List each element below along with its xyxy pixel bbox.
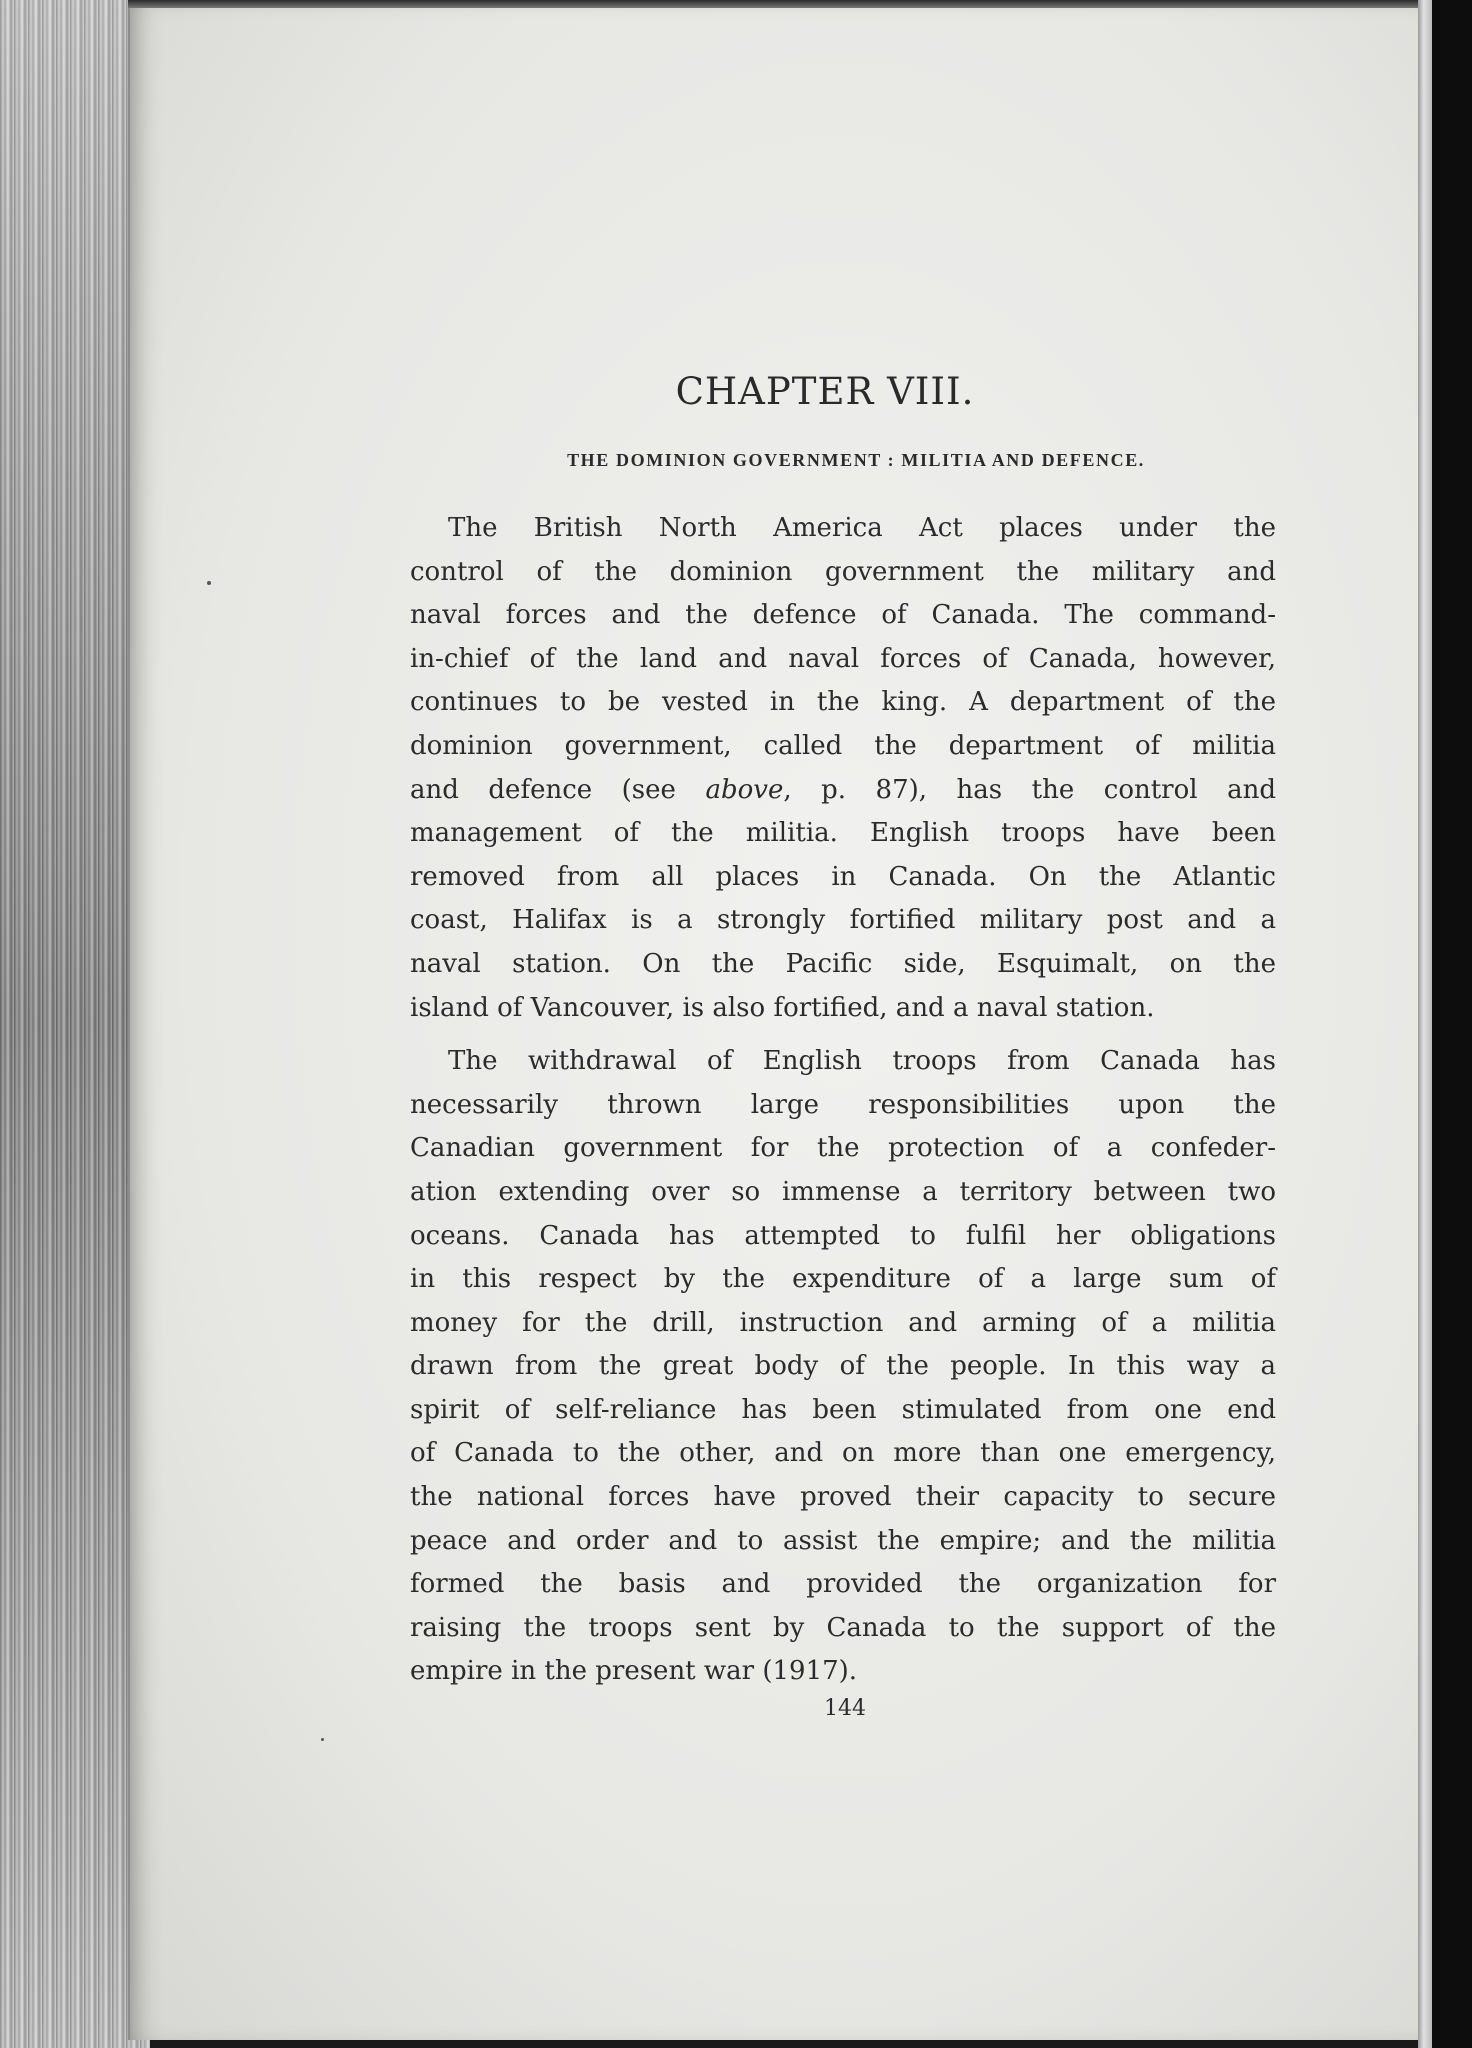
paper-speck: [207, 581, 211, 585]
text-line: peace and order and to assist the empire; and the militia: [410, 1525, 1276, 1556]
text-line: The withdrawal of English troops from Canada has: [448, 1046, 1276, 1077]
text-line: control of the dominion government the military and: [410, 556, 1276, 587]
page-right-edge: [1418, 0, 1432, 2048]
chapter-title: CHAPTER VIII.: [675, 370, 975, 413]
text-line: raising the troops sent by Canada to the support of the: [410, 1612, 1276, 1643]
page-top-edge: [128, 0, 1418, 8]
text-line: and defence (see above, p. 87), has the control and: [410, 774, 1276, 805]
paragraph-2: [410, 1040, 1276, 1694]
text-line: continues to be vested in the king. A department of the: [410, 687, 1276, 718]
italic-word: above: [705, 774, 784, 805]
text-line: island of Vancouver, is also fortified, and a naval station.: [410, 992, 1155, 1023]
text-line: oceans. Canada has attempted to fulfil her obligations: [410, 1220, 1276, 1251]
text-line: naval station. On the Pacific side, Esquimalt, on the: [410, 948, 1276, 979]
text-line: empire in the present war (1917).: [410, 1656, 858, 1687]
text-line: money for the drill, instruction and arming of a militia: [410, 1307, 1276, 1338]
text-line: dominion government, called the department of militia: [410, 730, 1276, 761]
text-line: Canadian government for the protection of a confeder-: [410, 1133, 1276, 1164]
text-line: coast, Halifax is a strongly fortified military post and a: [410, 905, 1276, 936]
body-text: [410, 507, 1276, 1694]
chapter-subtitle: THE DOMINION GOVERNMENT : MILITIA AND DEFENCE.: [567, 450, 1145, 470]
page-number: 144: [824, 1696, 866, 1721]
text-line: the national forces have proved their capacity to secure: [410, 1482, 1276, 1513]
text-line: drawn from the great body of the people. In this way a: [410, 1351, 1276, 1382]
text-line: of Canada to the other, and on more than one emergency,: [410, 1438, 1276, 1469]
text-line: removed from all places in Canada. On the Atlantic: [410, 861, 1276, 892]
text-line: formed the basis and provided the organization for: [410, 1569, 1276, 1600]
text-line: in-chief of the land and naval forces of Canada, however,: [410, 643, 1276, 674]
text-line: The British North America Act places under the: [448, 513, 1276, 543]
text-line: ation extending over so immense a territory between two: [410, 1176, 1276, 1207]
text-line: management of the militia. English troops have been: [410, 818, 1276, 849]
paper-speck: [321, 1738, 324, 1741]
scan-background: [1432, 0, 1472, 2048]
text-line: spirit of self-reliance has been stimulated from one end: [410, 1394, 1276, 1425]
text-line: in this respect by the expenditure of a large sum of: [410, 1264, 1276, 1295]
paragraph-1: [410, 507, 1276, 1030]
text-line: naval forces and the defence of Canada. The command-: [410, 600, 1276, 631]
text-line: necessarily thrown large responsibilities upon the: [410, 1089, 1276, 1120]
